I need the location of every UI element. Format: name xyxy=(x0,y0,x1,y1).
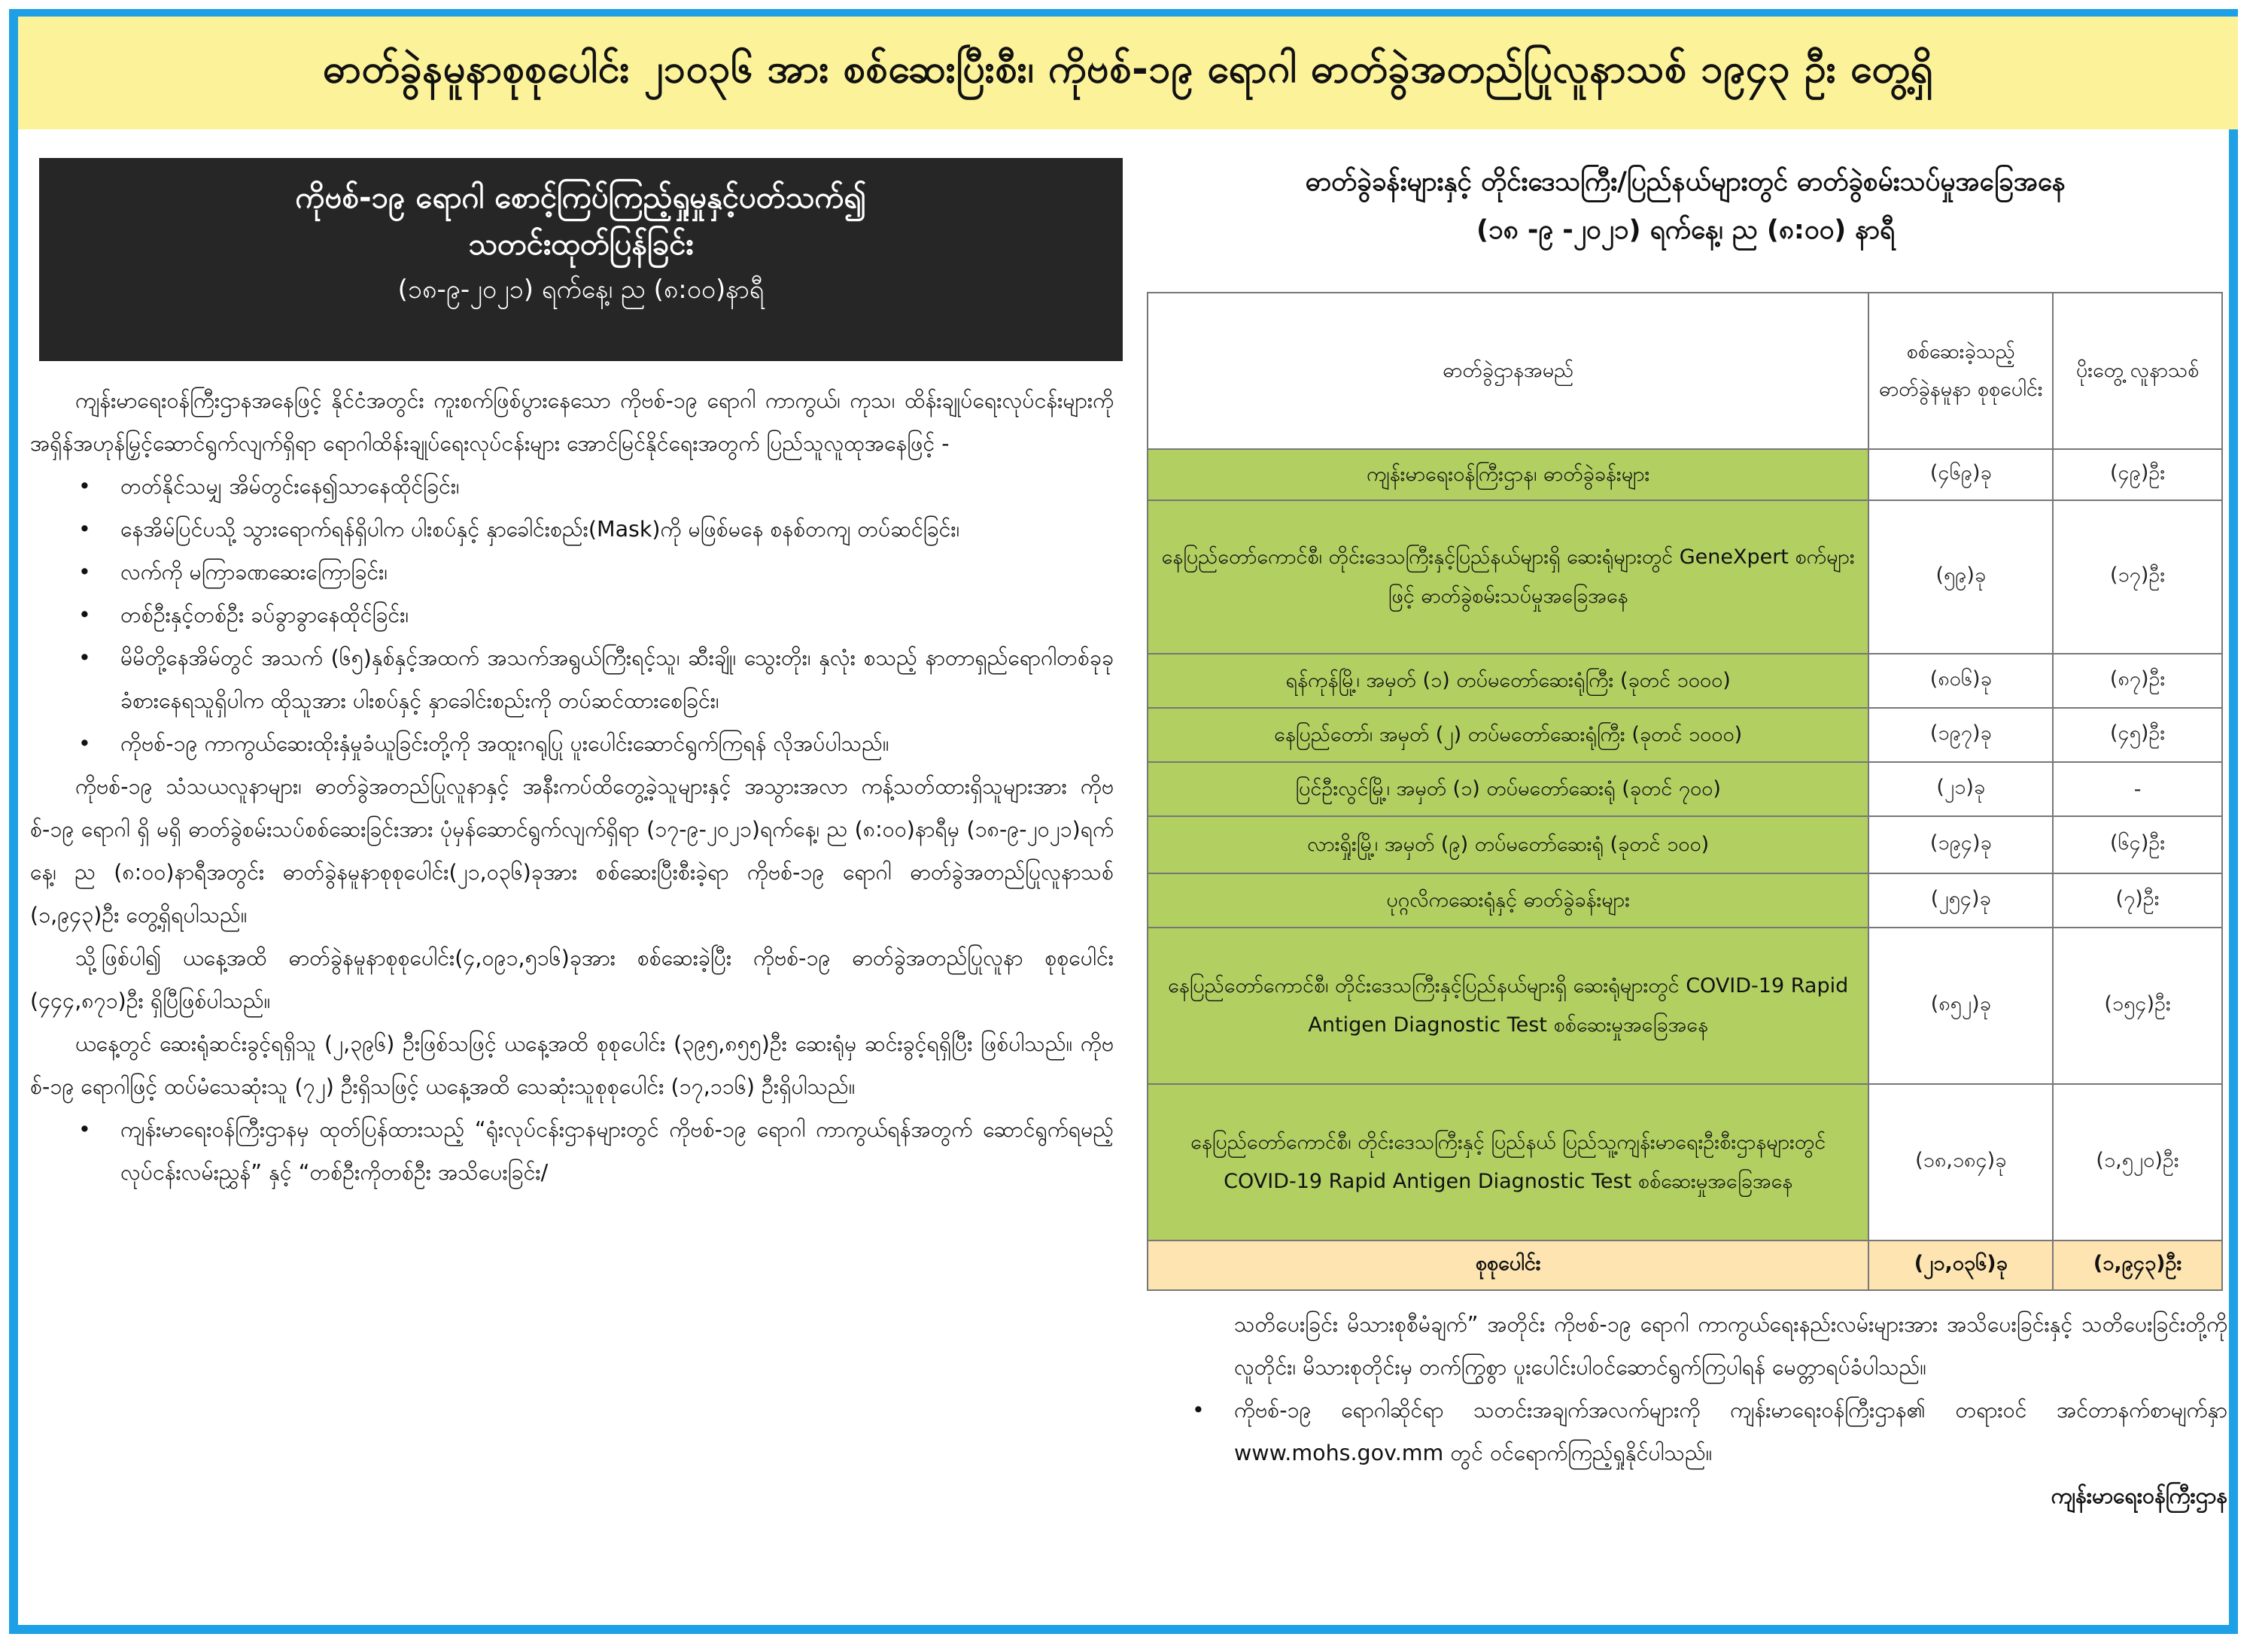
table-row xyxy=(1148,928,2222,1084)
table-row xyxy=(1148,816,2222,873)
precaution-list xyxy=(30,465,1114,765)
table-row xyxy=(1148,1084,2222,1241)
list-item: • လက်ကို မကြာခဏဆေးကြောခြင်း၊ xyxy=(30,551,1114,594)
positive-count: (၁၅၄)ဦး xyxy=(2053,928,2222,1084)
positive-count: (၆၄)ဦး xyxy=(2053,816,2222,873)
total-label: စုစုပေါင်း xyxy=(1148,1241,1868,1290)
col-header-positive: ပိုးတွေ့ လူနာသစ် xyxy=(2053,293,2222,449)
paragraph-totals: သို့ဖြစ်ပါ၍ ယနေ့အထိ ဓာတ်ခွဲနမူနာစုစုပေါင်း(၄,၀၉၁,၅၁၆)ခုအား စစ်ဆေးခဲ့ပြီး ကိုဗစ်-၁၉ ဓာတ်ခွဲအတည်ပြုလူနာ စုစုပေါင်း (၄၄၄,၈၇၁)ဦး ရှိပြီဖြစ်ပါသည်။ xyxy=(30,946,1114,1013)
bullet-icon: • xyxy=(78,1117,91,1142)
lab-name: ရန်ကုန်မြို့၊ အမှတ် (၁) တပ်မတော်ဆေးရုံကြီး (ခုတင် ၁၀၀၀) xyxy=(1148,654,1868,708)
tested-count: (၁၉၄)ခု xyxy=(1868,816,2053,873)
lab-name: ပြင်ဦးလွင်မြို့၊ အမှတ် (၁) တပ်မတော်ဆေးရုံ (ခုတင် ၇၀၀) xyxy=(1148,762,1868,816)
table-row xyxy=(1148,500,2222,654)
right-column xyxy=(1144,158,2227,1617)
paragraph-intro: ကျန်းမာရေးဝန်ကြီးဌာနအနေဖြင့် နိုင်ငံအတွင်း ကူးစက်ဖြစ်ပွားနေသော ကိုဗစ်-၁၉ ရောဂါ ကာကွယ်၊ ကုသ၊ ထိန်းချုပ်ရေးလုပ်ငန်းများကို အရှိန်အဟုန်မြှင့်ဆောင်ရွက်လျက်ရှိရာ ရောဂါထိန်းချုပ်ရေးလုပ်ငန်းများ အောင်မြင်နိုင်ရေးအတွက် ပြည်သူလူထုအနေဖြင့် - xyxy=(30,388,1114,456)
right-body xyxy=(1144,1303,2227,1517)
table-title-line-2: (၁၈ -၉ -၂၀၂၁) ရက်နေ့၊ ည (၈:၀၀) နာရီ xyxy=(1476,215,1896,245)
table-total-row xyxy=(1148,1241,2222,1290)
bullet-icon: • xyxy=(78,517,91,542)
table-header-row xyxy=(1148,293,2222,449)
lab-name: နေပြည်တော်၊ အမှတ် (၂) တပ်မတော်ဆေးရုံကြီး (ခုတင် ၁၀၀၀) xyxy=(1148,708,1868,762)
bullet-icon: • xyxy=(78,603,91,627)
guideline-list xyxy=(30,1108,1114,1194)
tested-count: (၈၅၂)ခု xyxy=(1868,928,2053,1084)
lab-name: နေပြည်တော်ကောင်စီ၊ တိုင်းဒေသကြီးနှင့်ပြည်နယ်များရှိ ဆေးရုံများတွင် GeneXpert စက်များဖြင့် ဓာတ်ခွဲစမ်းသပ်မှုအခြေအနေ xyxy=(1148,500,1868,654)
positive-count: - xyxy=(2053,762,2222,816)
table-title-line-1: ဓာတ်ခွဲခန်းများနှင့် တိုင်းဒေသကြီး/ပြည်နယ်များတွင် ဓာတ်ခွဲစမ်းသပ်မှုအခြေအနေ xyxy=(1305,167,2066,197)
paragraph-testing: ကိုဗစ်-၁၉ သံသယလူနာများ၊ ဓာတ်ခွဲအတည်ပြုလူနာနှင့် အနီးကပ်ထိတွေ့ခဲ့သူများနှင့် အသွားအလာ ကန့်သတ်ထားရှိသူများအား ကိုဗစ်-၁၉ ရောဂါ ရှိ မရှိ ဓာတ်ခွဲစမ်းသပ်စစ်ဆေးခြင်းအား ပုံမှန်ဆောင်ရွက်လျက်ရှိရာ (၁၇-၉-၂၀၂၁)ရက်နေ့၊ ည (၈:၀၀)နာရီမှ (၁၈-၉-၂၀၂၁)ရက်နေ့၊ ည (၈:၀၀)နာရီအတွင်း ဓာတ်ခွဲနမူနာစုစုပေါင်း(၂၁,၀၃၆)ခုအား စစ်ဆေးပြီးစီးခဲ့ရာ ကိုဗစ်-၁၉ ရောဂါ ဓာတ်ခွဲအတည်ပြုလူနာသစ် (၁,၉၄၃)ဦး တွေ့ရှိရပါသည်။ xyxy=(30,774,1114,928)
signature: ကျန်းမာရေးဝန်ကြီးဌာန xyxy=(2051,1483,2227,1508)
paragraph-recovery: ယနေ့တွင် ဆေးရုံဆင်းခွင့်ရရှိသူ (၂,၃၉၆) ဦးဖြစ်သဖြင့် ယနေ့အထိ စုစုပေါင်း (၃၉၅,၈၅၅)ဦး ဆေးရုံမှ ဆင်းခွင့်ရရှိပြီး ဖြစ်ပါသည်။ ကိုဗစ်-၁၉ ရောဂါဖြင့် ထပ်မံသေဆုံးသူ (၇၂) ဦးရှိသဖြင့် ယနေ့အထိ သေဆုံးသူစုစုပေါင်း (၁၇,၁၁၆) ဦးရှိပါသည်။ xyxy=(30,1031,1114,1099)
announcement-body xyxy=(30,379,1114,1194)
tested-count: (၂၅၄)ခု xyxy=(1868,873,2053,928)
paragraph-continued: သတိပေးခြင်း မိသားစုစီမံချက်” အတိုင်း ကိုဗစ်-၁၉ ရောဂါ ကာကွယ်ရေးနည်းလမ်းများအား အသိပေးခြင်းနှင့် သတိပေးခြင်းတို့ကို လူတိုင်း၊ မိသားစုတိုင်းမှ တက်ကြွစွာ ပူးပေါင်းပါဝင်ဆောင်ရွက်ကြပါရန် မေတ္တာရပ်ခံပါသည်။ xyxy=(1234,1312,2227,1380)
positive-count: (၇)ဦး xyxy=(2053,873,2222,928)
positive-count: (၈၇)ဦး xyxy=(2053,654,2222,708)
list-item: • တစ်ဦးနှင့်တစ်ဦး ခပ်ခွာခွာနေထိုင်ခြင်း၊ xyxy=(30,594,1114,636)
list-item: • မိမိတို့နေအိမ်တွင် အသက် (၆၅)နှစ်နှင့်အထက် အသက်အရွယ်ကြီးရင့်သူ၊ ဆီးချို၊ သွေးတိုး၊ နှလုံး စသည့် နာတာရှည်ရောဂါတစ်ခုခုခံစားနေရသူရှိပါက ထိုသူအား ပါးစပ်နှင့် နှာခေါင်းစည်းကို တပ်ဆင်ထားစေခြင်း၊ xyxy=(30,636,1114,722)
announcement-title-1: ကိုဗစ်-၁၉ ရောဂါ စောင့်ကြပ်ကြည့်ရှုမှုနှင့်ပတ်သက်၍ xyxy=(295,181,867,215)
headline: ဓာတ်ခွဲနမူနာစုစုပေါင်း ၂၁၀၃၆ အား စစ်ဆေးပြီးစီး၊ ကိုဗစ်-၁၉ ရောဂါ ဓာတ်ခွဲအတည်ပြုလူနာသစ် ၁၉၄၃ ဦး တွေ့ရှိ xyxy=(18,17,2238,129)
list-item: • နေအိမ်ပြင်ပသို့ သွားရောက်ရန်ရှိပါက ပါးစပ်နှင့် နှာခေါင်းစည်း(Mask)ကို မဖြစ်မနေ စနစ်တကျ တပ်ဆင်ခြင်း၊ xyxy=(30,508,1114,551)
announcement-box xyxy=(39,158,1123,361)
table-row xyxy=(1148,873,2222,928)
bullet-icon: • xyxy=(78,474,91,499)
positive-count: (၄၅)ဦး xyxy=(2053,708,2222,762)
table-row xyxy=(1148,762,2222,816)
tested-count: (၁၈,၁၈၄)ခု xyxy=(1868,1084,2053,1241)
col-header-lab: ဓာတ်ခွဲဌာနအမည် xyxy=(1148,293,1868,449)
total-positive: (၁,၉၄၃)ဦး xyxy=(2053,1241,2222,1290)
list-item: • ကိုဗစ်-၁၉ ကာကွယ်ဆေးထိုးနှံမှုခံယူခြင်းတို့ကို အထူးဂရုပြု ပူးပေါင်းဆောင်ရွက်ကြရန် လိုအပ်ပါသည်။ xyxy=(30,722,1114,765)
positive-count: (၄၉)ဦး xyxy=(2053,449,2222,500)
lab-results-table xyxy=(1147,292,2223,1291)
table-title xyxy=(1144,158,2227,254)
announcement-title-2: သတင်းထုတ်ပြန်ခြင်း xyxy=(468,227,694,262)
bullet-icon: • xyxy=(78,645,91,670)
lab-name: နေပြည်တော်ကောင်စီ၊ တိုင်းဒေသကြီးနှင့်ပြည်နယ်များရှိ ဆေးရုံများတွင် COVID-19 Rapid Antigen Diagnostic Test စစ်ဆေးမှုအခြေအနေ xyxy=(1148,928,1868,1084)
lab-name: လားရှိုးမြို့၊ အမှတ် (၉) တပ်မတော်ဆေးရုံ (ခုတင် ၁၀၀) xyxy=(1148,816,1868,873)
table-row xyxy=(1148,708,2222,762)
list-item: • တတ်နိုင်သမျှ အိမ်တွင်းနေ၍သာနေထိုင်ခြင်း၊ xyxy=(30,465,1114,508)
table-row xyxy=(1148,449,2222,500)
tested-count: (၅၉)ခု xyxy=(1868,500,2053,654)
col-header-tested: စစ်ဆေးခဲ့သည့် ဓာတ်ခွဲနမူနာ စုစုပေါင်း xyxy=(1868,293,2053,449)
table-row xyxy=(1148,654,2222,708)
bullet-icon: • xyxy=(78,731,91,756)
positive-count: (၁၇)ဦး xyxy=(2053,500,2222,654)
bullet-icon: • xyxy=(78,560,91,585)
tested-count: (၈၀၆)ခု xyxy=(1868,654,2053,708)
tested-count: (၁၉၇)ခု xyxy=(1868,708,2053,762)
tested-count: (၄၆၉)ခု xyxy=(1868,449,2053,500)
announcement-date: (၁၈-၉-၂၀၂၁) ရက်နေ့၊ ည (၈:၀၀)နာရီ xyxy=(397,275,765,305)
tested-count: (၂၁)ခု xyxy=(1868,762,2053,816)
lab-name: ကျန်းမာရေးဝန်ကြီးဌာန၊ ဓာတ်ခွဲခန်းများ xyxy=(1148,449,1868,500)
lab-name: နေပြည်တော်ကောင်စီ၊ တိုင်းဒေသကြီးနှင့် ပြည်နယ် ပြည်သူ့ကျန်းမာရေးဦးစီးဌာနများတွင် COVID-19 Rapid Antigen Diagnostic Test စစ်ဆေးမှုအခြေအနေ xyxy=(1148,1084,1868,1241)
bullet-icon: • xyxy=(1192,1398,1205,1423)
list-item: • ကျန်းမာရေးဝန်ကြီးဌာနမှ ထုတ်ပြန်ထားသည့် “ရုံးလုပ်ငန်းဌာနများတွင် ကိုဗစ်-၁၉ ရောဂါ ကာကွယ်ရန်အတွက် ဆောင်ရွက်ရမည့် လုပ်ငန်းလမ်းညွှန်” နှင့် “တစ်ဦးကိုတစ်ဦး အသိပေးခြင်း/ xyxy=(30,1108,1114,1194)
positive-count: (၁,၅၂၀)ဦး xyxy=(2053,1084,2222,1241)
total-tested: (၂၁,၀၃၆)ခု xyxy=(1868,1241,2053,1290)
lab-name: ပုဂ္ဂလိကဆေးရုံနှင့် ဓာတ်ခွဲခန်းများ xyxy=(1148,873,1868,928)
list-item: • ကိုဗစ်-၁၉ ရောဂါဆိုင်ရာ သတင်းအချက်အလက်များကို ကျန်းမာရေးဝန်ကြီးဌာန၏ တရားဝင် အင်တာနက်စာမျက်နှာ www.mohs.gov.mm တွင် ဝင်ရောက်ကြည့်ရှုနိုင်ပါသည်။ xyxy=(1144,1389,2227,1474)
left-column xyxy=(30,158,1114,1610)
